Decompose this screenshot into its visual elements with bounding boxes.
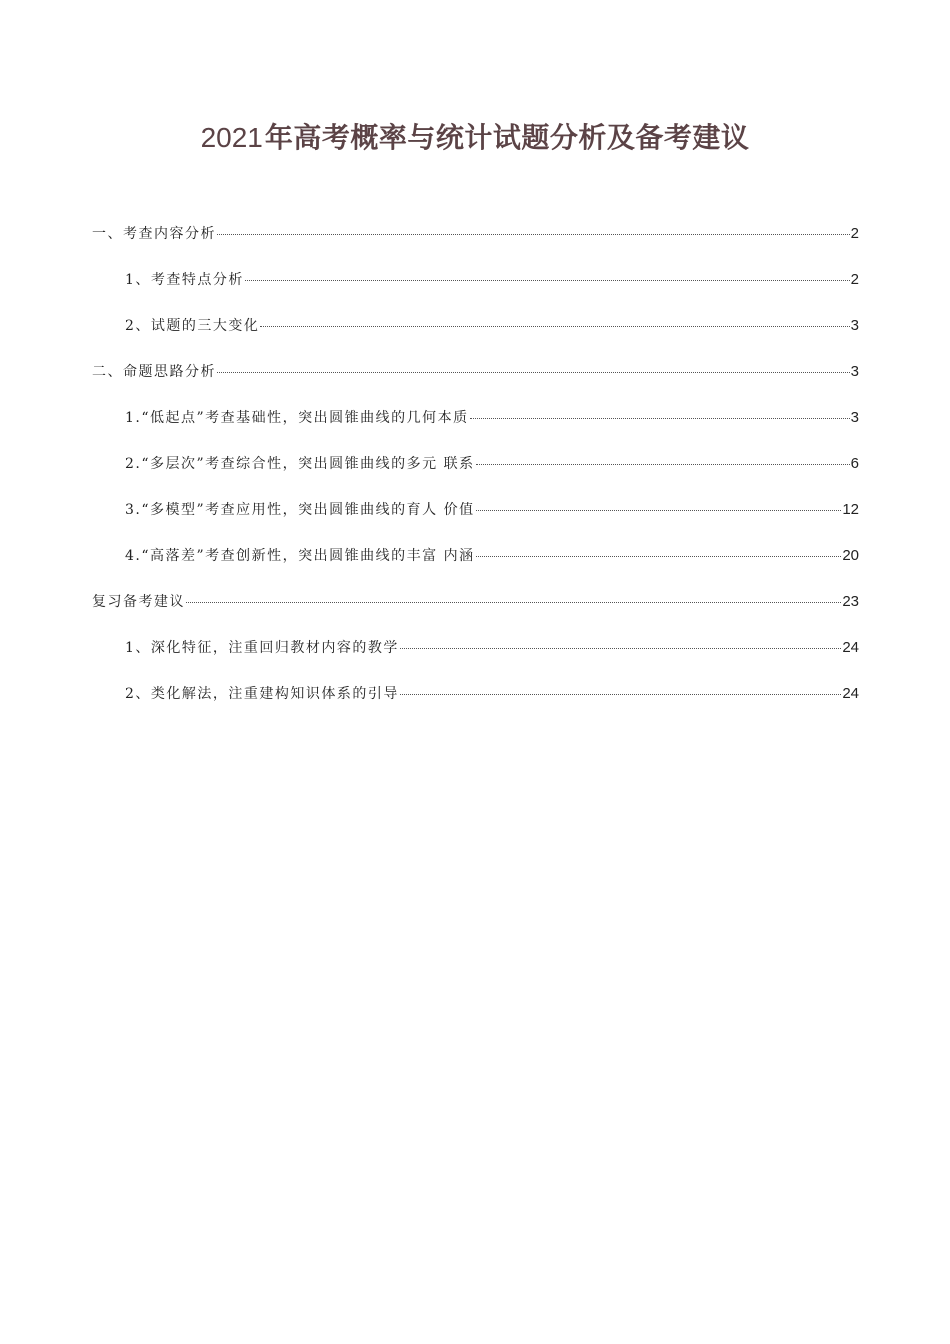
- toc-dot-leader: [400, 694, 841, 695]
- toc-entry-label: 2、类化解法，注重建构知识体系的引导: [125, 686, 399, 702]
- toc-dot-leader: [260, 326, 849, 327]
- title-year: 2021: [200, 122, 263, 153]
- toc-entry[interactable]: [92, 405, 859, 451]
- toc-entry-label: 二、命题思路分析: [92, 364, 216, 380]
- toc-entry[interactable]: [92, 543, 859, 589]
- toc-page-number: 3: [850, 409, 859, 426]
- page-title: [0, 116, 950, 160]
- toc-page-number: 24: [842, 685, 859, 702]
- toc-entry-label: 1、深化特征，注重回归教材内容的教学: [125, 640, 399, 656]
- toc-entry[interactable]: [92, 635, 859, 681]
- toc-entry[interactable]: [92, 451, 859, 497]
- toc-dot-leader: [470, 418, 850, 419]
- toc-page-number: 3: [850, 317, 859, 334]
- toc-entry-label: 复习备考建议: [92, 594, 185, 610]
- toc-entry-label: 3.“多模型”考查应用性，突出圆锥曲线的育人 价值: [125, 502, 475, 518]
- toc-page-number: 20: [842, 547, 859, 564]
- toc-entry[interactable]: [92, 589, 859, 635]
- toc-entry[interactable]: [92, 313, 859, 359]
- toc-dot-leader: [245, 280, 850, 281]
- toc-entry-label: 2.“多层次”考查综合性，突出圆锥曲线的多元 联系: [125, 456, 475, 472]
- toc-page-number: 23: [842, 593, 859, 610]
- toc-page-number: 24: [842, 639, 859, 656]
- toc-entry-label: 一、考查内容分析: [92, 226, 216, 242]
- toc-entry-label: 1.“低起点”考查基础性，突出圆锥曲线的几何本质: [125, 410, 469, 426]
- toc-entry[interactable]: [92, 681, 859, 727]
- toc-entry[interactable]: [92, 497, 859, 543]
- toc-page-number: 3: [850, 363, 859, 380]
- toc-entry-label: 1、考查特点分析: [125, 272, 244, 288]
- toc-entry[interactable]: [92, 267, 859, 313]
- toc-dot-leader: [186, 602, 841, 603]
- toc-page-number: 2: [850, 271, 859, 288]
- toc-dot-leader: [476, 464, 850, 465]
- toc-page-number: 2: [850, 225, 859, 242]
- toc-dot-leader: [217, 372, 850, 373]
- table-of-contents: [92, 221, 859, 727]
- toc-dot-leader: [476, 556, 842, 557]
- title-text: 年高考概率与统计试题分析及备考建议: [264, 121, 750, 154]
- toc-entry[interactable]: [92, 359, 859, 405]
- toc-entry-label: 2、试题的三大变化: [125, 318, 260, 334]
- toc-entry[interactable]: [92, 221, 859, 267]
- toc-entry-label: 4.“高落差”考查创新性，突出圆锥曲线的丰富 内涵: [125, 548, 475, 564]
- toc-page-number: 12: [842, 501, 859, 518]
- toc-dot-leader: [217, 234, 850, 235]
- toc-page-number: 6: [850, 455, 859, 472]
- toc-dot-leader: [400, 648, 841, 649]
- toc-dot-leader: [476, 510, 842, 511]
